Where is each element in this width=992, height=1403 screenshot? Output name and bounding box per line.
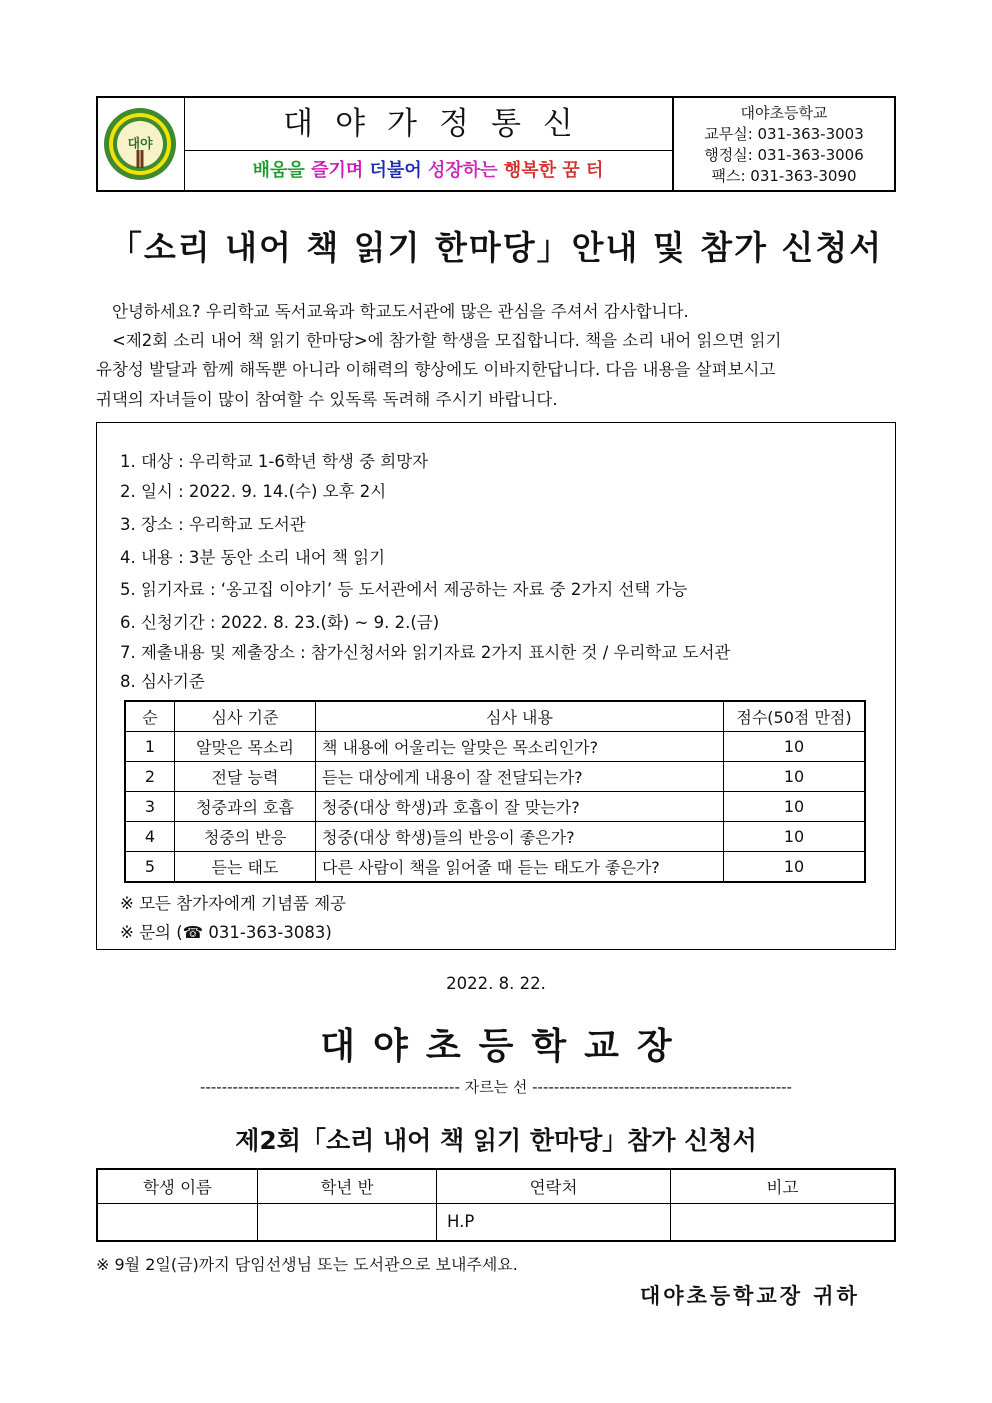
form-col-header: 비고 [671, 1169, 896, 1203]
cell: 다른 사람이 책을 읽어줄 때 듣는 태도가 좋은가? [316, 852, 724, 883]
contact-note: ※ 문의 (☎ 031-363-3083) [120, 923, 332, 942]
col-header: 순 [125, 701, 175, 732]
principal-name: 대야초등학교장 [320, 1026, 690, 1067]
table-row [125, 852, 865, 883]
form-title: 제2회「소리 내어 책 읽기 한마당」참가 신청서 [235, 1126, 757, 1155]
form-col-header: 학생 이름 [97, 1169, 258, 1203]
table-row [125, 822, 865, 852]
cell: 듣는 대상에게 내용이 잘 전달되는가? [316, 762, 724, 792]
school-logo-cell [98, 98, 185, 190]
remarks-field[interactable] [671, 1203, 896, 1241]
logo-text: 대야 [127, 137, 153, 152]
form-header-row [97, 1169, 895, 1203]
form-col-header: 연락처 [437, 1169, 671, 1203]
cell: 10 [724, 732, 866, 762]
cell: 10 [724, 792, 866, 822]
cell: 10 [724, 822, 866, 852]
cell: 청중(대상 학생)들의 반응이 좋은가? [316, 822, 724, 852]
header-title-area [184, 98, 674, 190]
cell: 2 [125, 762, 175, 792]
intro-line-2: <제2회 소리 내어 책 읽기 한마당>에 참가할 학생을 모집합니다. 책을 소리 내어 읽으면 읽기 [112, 331, 782, 350]
form-col-header: 학년 반 [258, 1169, 437, 1203]
student-name-field[interactable] [97, 1203, 258, 1241]
school-contact [674, 98, 894, 190]
cut-line: ------------------------------------------------ 자르는 선 ------------------------------------------------ [200, 1078, 792, 1096]
col-header: 점수(50점 만점) [724, 701, 866, 732]
cut-label: 자르는 선 [464, 1078, 528, 1096]
table-row [125, 792, 865, 822]
table-row [125, 762, 865, 792]
cell: 10 [724, 762, 866, 792]
criteria-table [124, 700, 866, 883]
table-row [125, 732, 865, 762]
col-header: 심사 기준 [175, 701, 316, 732]
cell: 알맞은 목소리 [175, 732, 316, 762]
cell: 청중의 반응 [175, 822, 316, 852]
info-item: 5. 읽기자료 : ‘옹고집 이야기’ 등 도서관에서 제공하는 자료 중 2가지 선택 가능 [120, 580, 688, 599]
col-header: 심사 내용 [316, 701, 724, 732]
intro-line-3: 유창성 발달과 함께 해독뿐 아니라 이해력의 향상에도 이바지한답니다. 다음 내용을 살펴보시고 [96, 360, 776, 379]
intro-line-4: 귀댁의 자녀들이 많이 참여할 수 있독록 독려해 주시기 바랍니다. [96, 390, 558, 409]
motto-word: 터 [585, 160, 604, 181]
school-name: 대야초등학교 [740, 104, 828, 122]
cell: 전달 능력 [175, 762, 316, 792]
info-item: 7. 제출내용 및 제출장소 : 참가신청서와 읽기자료 2가지 표시한 것 / 우리학교 도서관 [120, 643, 731, 662]
motto-word: 더불어 [369, 160, 422, 181]
form-input-row [97, 1203, 895, 1241]
signature: 대야초등학교장 귀하 [640, 1284, 860, 1308]
phone-admin: 행정실: 031-363-3006 [704, 146, 864, 164]
info-item: 1. 대상 : 우리학교 1-6학년 학생 중 희망자 [120, 452, 429, 471]
motto-word: 성장하는 [428, 160, 498, 181]
gift-note: ※ 모든 참가자에게 기념품 제공 [120, 894, 347, 913]
info-item: 8. 심사기준 [120, 672, 205, 691]
school-motto [184, 151, 672, 190]
motto-word: 행복한 [503, 160, 557, 181]
cell: 1 [125, 732, 175, 762]
issue-date: 2022. 8. 22. [446, 974, 546, 993]
motto-word: 배움을 [252, 160, 305, 181]
hp-label: H.P [447, 1212, 475, 1232]
cell: 듣는 태도 [175, 852, 316, 883]
submit-note: ※ 9월 2일(금)까지 담임선생님 또는 도서관으로 보내주세요. [96, 1255, 518, 1274]
phone-teachers: 교무실: 031-363-3003 [704, 125, 864, 143]
newsletter-title: 대야가정통신 [184, 98, 672, 151]
info-item: 3. 장소 : 우리학교 도서관 [120, 515, 306, 534]
cell: 책 내용에 어울리는 알맞은 목소리인가? [316, 732, 724, 762]
table-header-row [125, 701, 865, 732]
motto-word: 즐기며 [311, 160, 364, 181]
motto-word: 꿈 [562, 160, 580, 181]
cell: 4 [125, 822, 175, 852]
application-form-table [96, 1168, 896, 1242]
cell: 10 [724, 852, 866, 883]
info-item: 4. 내용 : 3분 동안 소리 내어 책 읽기 [120, 548, 386, 567]
newsletter-header [96, 96, 896, 192]
cell: 청중(대상 학생)과 호흡이 잘 맞는가? [316, 792, 724, 822]
info-item: 2. 일시 : 2022. 9. 14.(수) 오후 2시 [120, 482, 387, 501]
document-title: 「소리 내어 책 읽기 한마당」안내 및 참가 신청서 [108, 228, 884, 267]
intro-line-1: 안녕하세요? 우리학교 독서교육과 학교도서관에 많은 관심을 주셔서 감사합니다. [112, 302, 689, 321]
info-item: 6. 신청기간 : 2022. 8. 23.(화) ~ 9. 2.(금) [120, 613, 440, 632]
cell: 5 [125, 852, 175, 883]
cell: 3 [125, 792, 175, 822]
fax-number: 팩스: 031-363-3090 [711, 167, 857, 185]
grade-class-field[interactable] [258, 1203, 437, 1241]
contact-field[interactable] [437, 1203, 671, 1241]
cell: 청중과의 호흡 [175, 792, 316, 822]
school-logo-icon [98, 98, 184, 190]
